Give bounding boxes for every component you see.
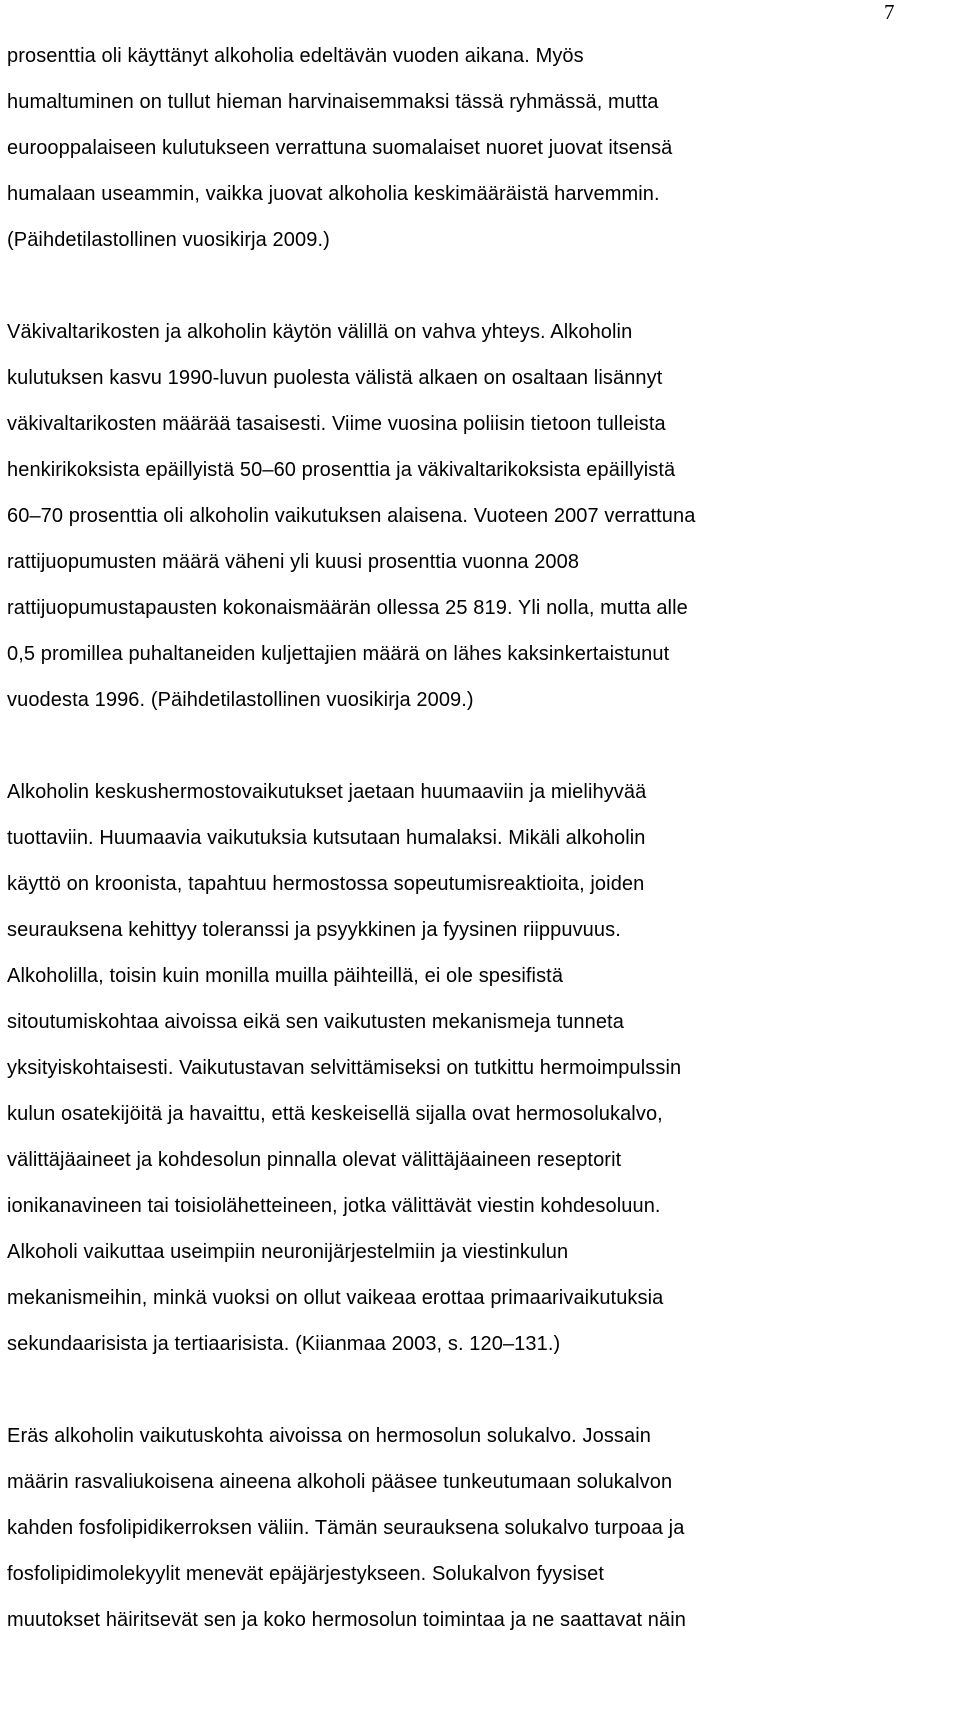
text-line: henkirikoksista epäillyistä 50–60 prosenttia ja väkivaltarikoksista epäillyistä [7, 459, 676, 481]
paragraph-cell-membrane [7, 1413, 952, 1643]
text-line: muutokset häiritsevät sen ja koko hermosolun toimintaa ja ne saattavat näin [7, 1609, 686, 1631]
text-line: tuottaviin. Huumaavia vaikutuksia kutsutaan humalaksi. Mikäli alkoholin [7, 827, 646, 849]
text-line: käyttö on kroonista, tapahtuu hermostossa sopeutumisreaktioita, joiden [7, 873, 645, 895]
text-line: humaltuminen on tullut hieman harvinaisemmaksi tässä ryhmässä, mutta [7, 91, 659, 113]
text-line: rattijuopumusten määrä väheni yli kuusi prosenttia vuonna 2008 [7, 551, 580, 573]
text-line: mekanismeihin, minkä vuoksi on ollut vaikeaa erottaa primaarivaikutuksia [7, 1287, 664, 1309]
text-line: kulun osatekijöitä ja havaittu, että keskeisellä sijalla ovat hermosolukalvo, [7, 1103, 663, 1125]
paragraph-cns-effects [7, 769, 952, 1367]
text-line: välittäjäaineet ja kohdesolun pinnalla olevat välittäjäaineen reseptorit [7, 1149, 622, 1171]
text-line: 0,5 promillea puhaltaneiden kuljettajien määrä on lähes kaksinkertaistunut [7, 643, 670, 665]
text-line: kahden fosfolipidikerroksen väliin. Tämän seurauksena solukalvo turpoaa ja [7, 1517, 685, 1539]
text-line: rattijuopumustapausten kokonaismäärän ollessa 25 819. Yli nolla, mutta alle [7, 597, 688, 619]
text-line: ionikanavineen tai toisiolähetteineen, jotka välittävät viestin kohdesoluun. [7, 1195, 661, 1217]
page-number: 7 [884, 0, 895, 24]
text-line: sitoutumiskohtaa aivoissa eikä sen vaikutusten mekanismeja tunneta [7, 1011, 624, 1033]
text-line: Väkivaltarikosten ja alkoholin käytön välillä on vahva yhteys. Alkoholin [7, 321, 633, 343]
text-line: väkivaltarikosten määrää tasaisesti. Viime vuosina poliisin tietoon tulleista [7, 413, 666, 435]
text-line: yksityiskohtaisesti. Vaikutustavan selvittämiseksi on tutkittu hermoimpulssin [7, 1057, 682, 1079]
text-line: sekundaarisista ja tertiaarisista. (Kiianmaa 2003, s. 120–131.) [7, 1333, 561, 1355]
text-line: Alkoholin keskushermostovaikutukset jaetaan huumaaviin ja mielihyvää [7, 781, 647, 803]
paragraph-youth-drinking [7, 33, 952, 263]
document-body [7, 33, 952, 1689]
text-line: Eräs alkoholin vaikutuskohta aivoissa on hermosolun solukalvo. Jossain [7, 1425, 652, 1447]
text-line: 60–70 prosenttia oli alkoholin vaikutuksen alaisena. Vuoteen 2007 verrattuna [7, 505, 696, 527]
text-line: Alkoholi vaikuttaa useimpiin neuronijärjestelmiin ja viestinkulun [7, 1241, 569, 1263]
text-line: seurauksena kehittyy toleranssi ja psyykkinen ja fyysinen riippuvuus. [7, 919, 621, 941]
text-line: (Päihdetilastollinen vuosikirja 2009.) [7, 229, 330, 251]
text-line: määrin rasvaliukoisena aineena alkoholi pääsee tunkeutumaan solukalvon [7, 1471, 673, 1493]
text-line: prosenttia oli käyttänyt alkoholia edeltävän vuoden aikana. Myös [7, 45, 584, 67]
text-line: fosfolipidimolekyylit menevät epäjärjestykseen. Solukalvon fyysiset [7, 1563, 604, 1585]
text-line: Alkoholilla, toisin kuin monilla muilla päihteillä, ei ole spesifistä [7, 965, 564, 987]
paragraph-violence-crime [7, 309, 952, 723]
text-line: eurooppalaiseen kulutukseen verrattuna suomalaiset nuoret juovat itsensä [7, 137, 673, 159]
text-line: vuodesta 1996. (Päihdetilastollinen vuosikirja 2009.) [7, 689, 474, 711]
text-line: humalaan useammin, vaikka juovat alkoholia keskimääräistä harvemmin. [7, 183, 660, 205]
text-line: kulutuksen kasvu 1990-luvun puolesta välistä alkaen on osaltaan lisännyt [7, 367, 663, 389]
